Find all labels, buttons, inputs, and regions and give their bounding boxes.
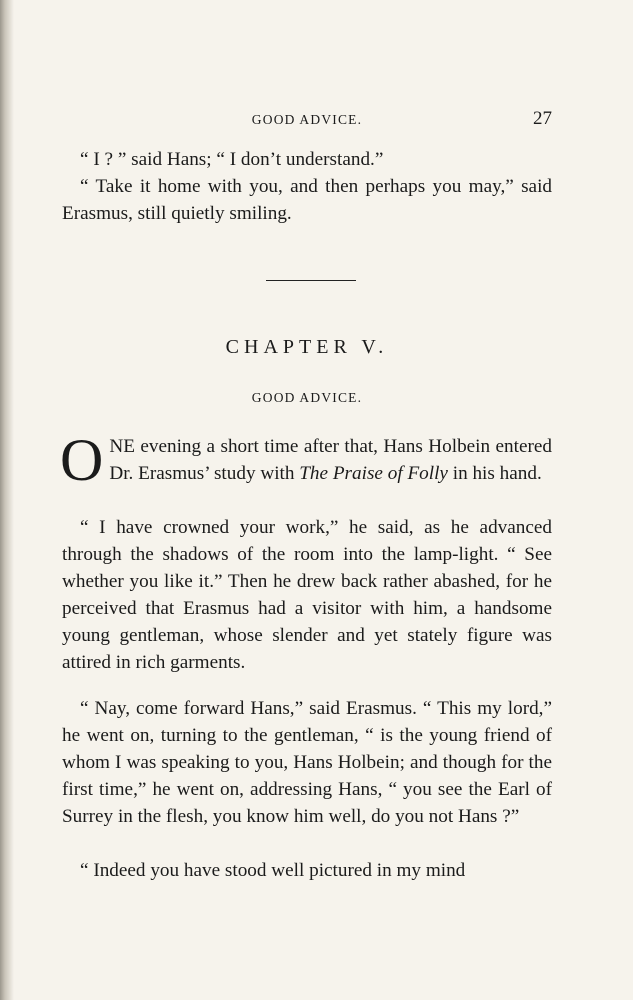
paragraph-opening — [60, 427, 552, 493]
book-page — [62, 0, 552, 1000]
running-head-title: GOOD ADVICE. — [251, 112, 363, 127]
chapter-title: CHAPTER V. — [225, 336, 389, 358]
paragraph-hans-reply: “ I ? ” said Hans; “ I don’t understand.” — [80, 149, 384, 170]
page-binding-edge — [0, 0, 14, 1000]
paragraph-pictured: “ Indeed you have stood well pictured in my mind — [80, 860, 466, 881]
section-divider-rule — [266, 280, 356, 281]
page-number: 27 — [533, 108, 552, 129]
running-head — [62, 108, 552, 134]
drop-cap: O — [60, 427, 104, 493]
paragraph-come-forward: “ Nay, come forward Hans,” said Erasmus. “ This my lord,” he went on, turning to the gentleman, “ is the young friend of whom I was speaking to you, Hans Holbein; and though for the first time,” he went on, addressing Hans, “ you see the Earl of Surrey in the flesh, you know him well, do you not Hans ?” — [62, 698, 552, 827]
opening-text: evening a short time after that, Hans Holbein entered Dr. Erasmus’ study with — [109, 436, 552, 484]
paragraph-crowned-work: “ I have crowned your work,” he said, as he advanced through the shadows of the room into the lamp-light. “ See whether you like it.” Then he drew back rather abashed, for he perceived that Erasmus had a visitor with him, a handsome young gentleman, whose slender and yet stately figure was attired in rich garments. — [62, 517, 552, 673]
book-title: The Praise of Folly — [299, 463, 448, 484]
paragraph-erasmus-reply: “ Take it home with you, and then perhaps you may,” said Erasmus, still quietly smiling. — [62, 176, 552, 224]
chapter-subtitle: GOOD ADVICE. — [251, 390, 363, 405]
opening-text-end: in his hand. — [447, 463, 542, 484]
opening-lead-word: NE — [109, 436, 135, 457]
